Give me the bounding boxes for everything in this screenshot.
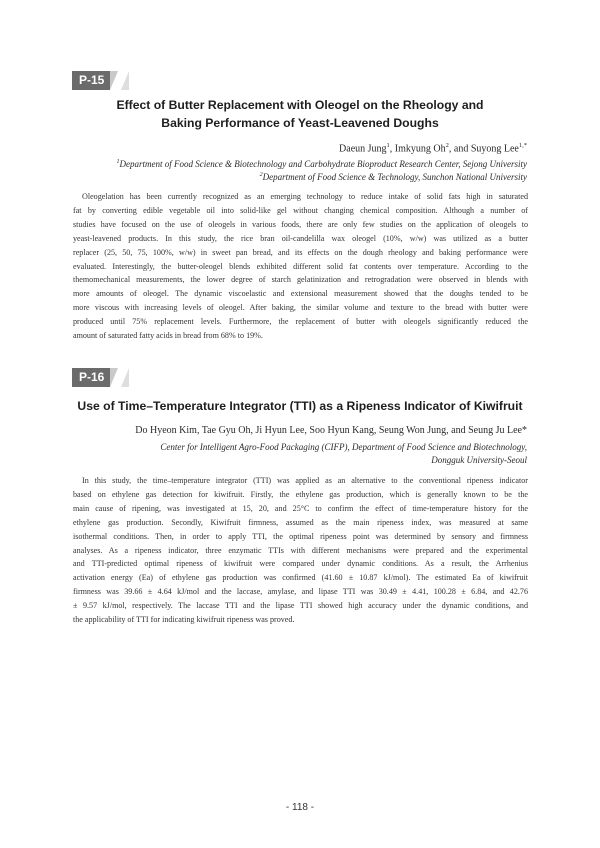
abstract-badge	[72, 368, 129, 387]
affiliation: Center for Intelligent Agro-Food Packaging (CIFP), Department of Food Science and Biotechnology,	[160, 442, 527, 452]
author-list: Do Hyeon Kim, Tae Gyu Oh, Ji Hyun Lee, Soo Hyun Kang, Seung Won Jung, and Seung Ju Lee*	[135, 425, 527, 436]
page-number: - 118 -	[285, 802, 315, 813]
abstract-title: Effect of Butter Replacement with Oleogel on the Rheology and Baking Performance of Yeast-Leavened Doughs	[116, 98, 484, 130]
badge-decoration	[121, 368, 129, 387]
abstract-body: In this study, the time–temperature integrator (TTI) was applied as an alternative to the conventional ripeness indicator based on ethylene gas detection for kiwifruit. Firstly, the ethylene gas production, which is generally known to be the main cause of ripening, was investigated at 15, 20, and 25°C to confirm the effect of time-temperature history for the ethylene gas production. Secondly, Kiwifruit firmness, assumed as the main ripeness index, was measured at same isothermal conditions. Then, in order to apply TTI, the optimal ripeness point was determined by sensory and firmness analyses. As a ripeness indicator, three enzymatic TTIs with different mechanisms were prepared and the experimental and TTI-predicted optimal ripeness of kiwifruit were compared under dynamic conditions. As a result, the Arrhenius activation energy (Ea) of ethylene gas production was confirmed (41.60 ± 10.87 kJ/mol). The estimated Ea of kiwifruit firmness was 39.66 ± 4.64 kJ/mol and the laccase, amylase, and lipase TTI was 30.49 ± 4.41, 100.28 ± 6.84, and 42.76 ± 9.57 kJ/mol, respectively. The laccase TTI and the lipase TTI showed high accuracy under the dynamic conditions, and the applicability of TTI for indicating kiwifruit ripeness was proved.	[73, 476, 528, 625]
affiliation: $^2$Department of Food Science & Technology, Sunchon National University	[259, 172, 527, 182]
badge-decoration	[110, 368, 118, 387]
badge-decoration	[121, 71, 129, 90]
affiliation: $^1$Department of Food Science & Biotechnology and Carbohydrate Bioproduct Research Center, Sejong University	[116, 159, 527, 169]
abstract-title: Use of Time–Temperature Integrator (TTI) as a Ripeness Indicator of Kiwifruit	[77, 399, 523, 413]
badge-decoration	[110, 71, 118, 90]
badge-label: P-15	[72, 71, 110, 90]
affiliation: Dongguk University-Seoul	[431, 455, 527, 465]
abstract-body: Oleogelation has been currently recognized as an emerging technology to reduce intake of solid fats high in saturated fat by converting edible vegetable oil into solid-like gel without changing chemical composition. Although a number of studies have focused on the use of oleogels in various foods, there are only few studies on the application of oleogels to yeast-leavened products. In this study, the rice bran oil-candelilla wax oleogel (10%, w/w) was utilized as a butter replacer (25, 50, 75, 100%, w/w) in sweet pan bread, and its effects on the dough rheology and baking performance were evaluated. Interestingly, the butter-oleogel blends exhibited different solid fat contents over temperature. According to the themomechanical measurements, the lower degree of starch gelatinization and retrogradation were observed in blends with more amounts of oleogel. The dynamic viscoelastic and extensional measurement showed that the doughs tended to be more viscous with increasing levels of oleogel. After baking, the similar volume and texture to the bread with butter were produced until 75% replacement levels. Furthermore, the replacement of butter with oleogels significantly reduced the amount of saturated fatty acids in bread from 68% to 19%.	[73, 192, 528, 341]
badge-label: P-16	[72, 368, 110, 387]
abstract-badge	[72, 71, 129, 90]
author-list: Daeun Jung$^1$, Imkyung Oh$^2$, and Suyong Lee$^{1,*}$	[339, 142, 527, 155]
